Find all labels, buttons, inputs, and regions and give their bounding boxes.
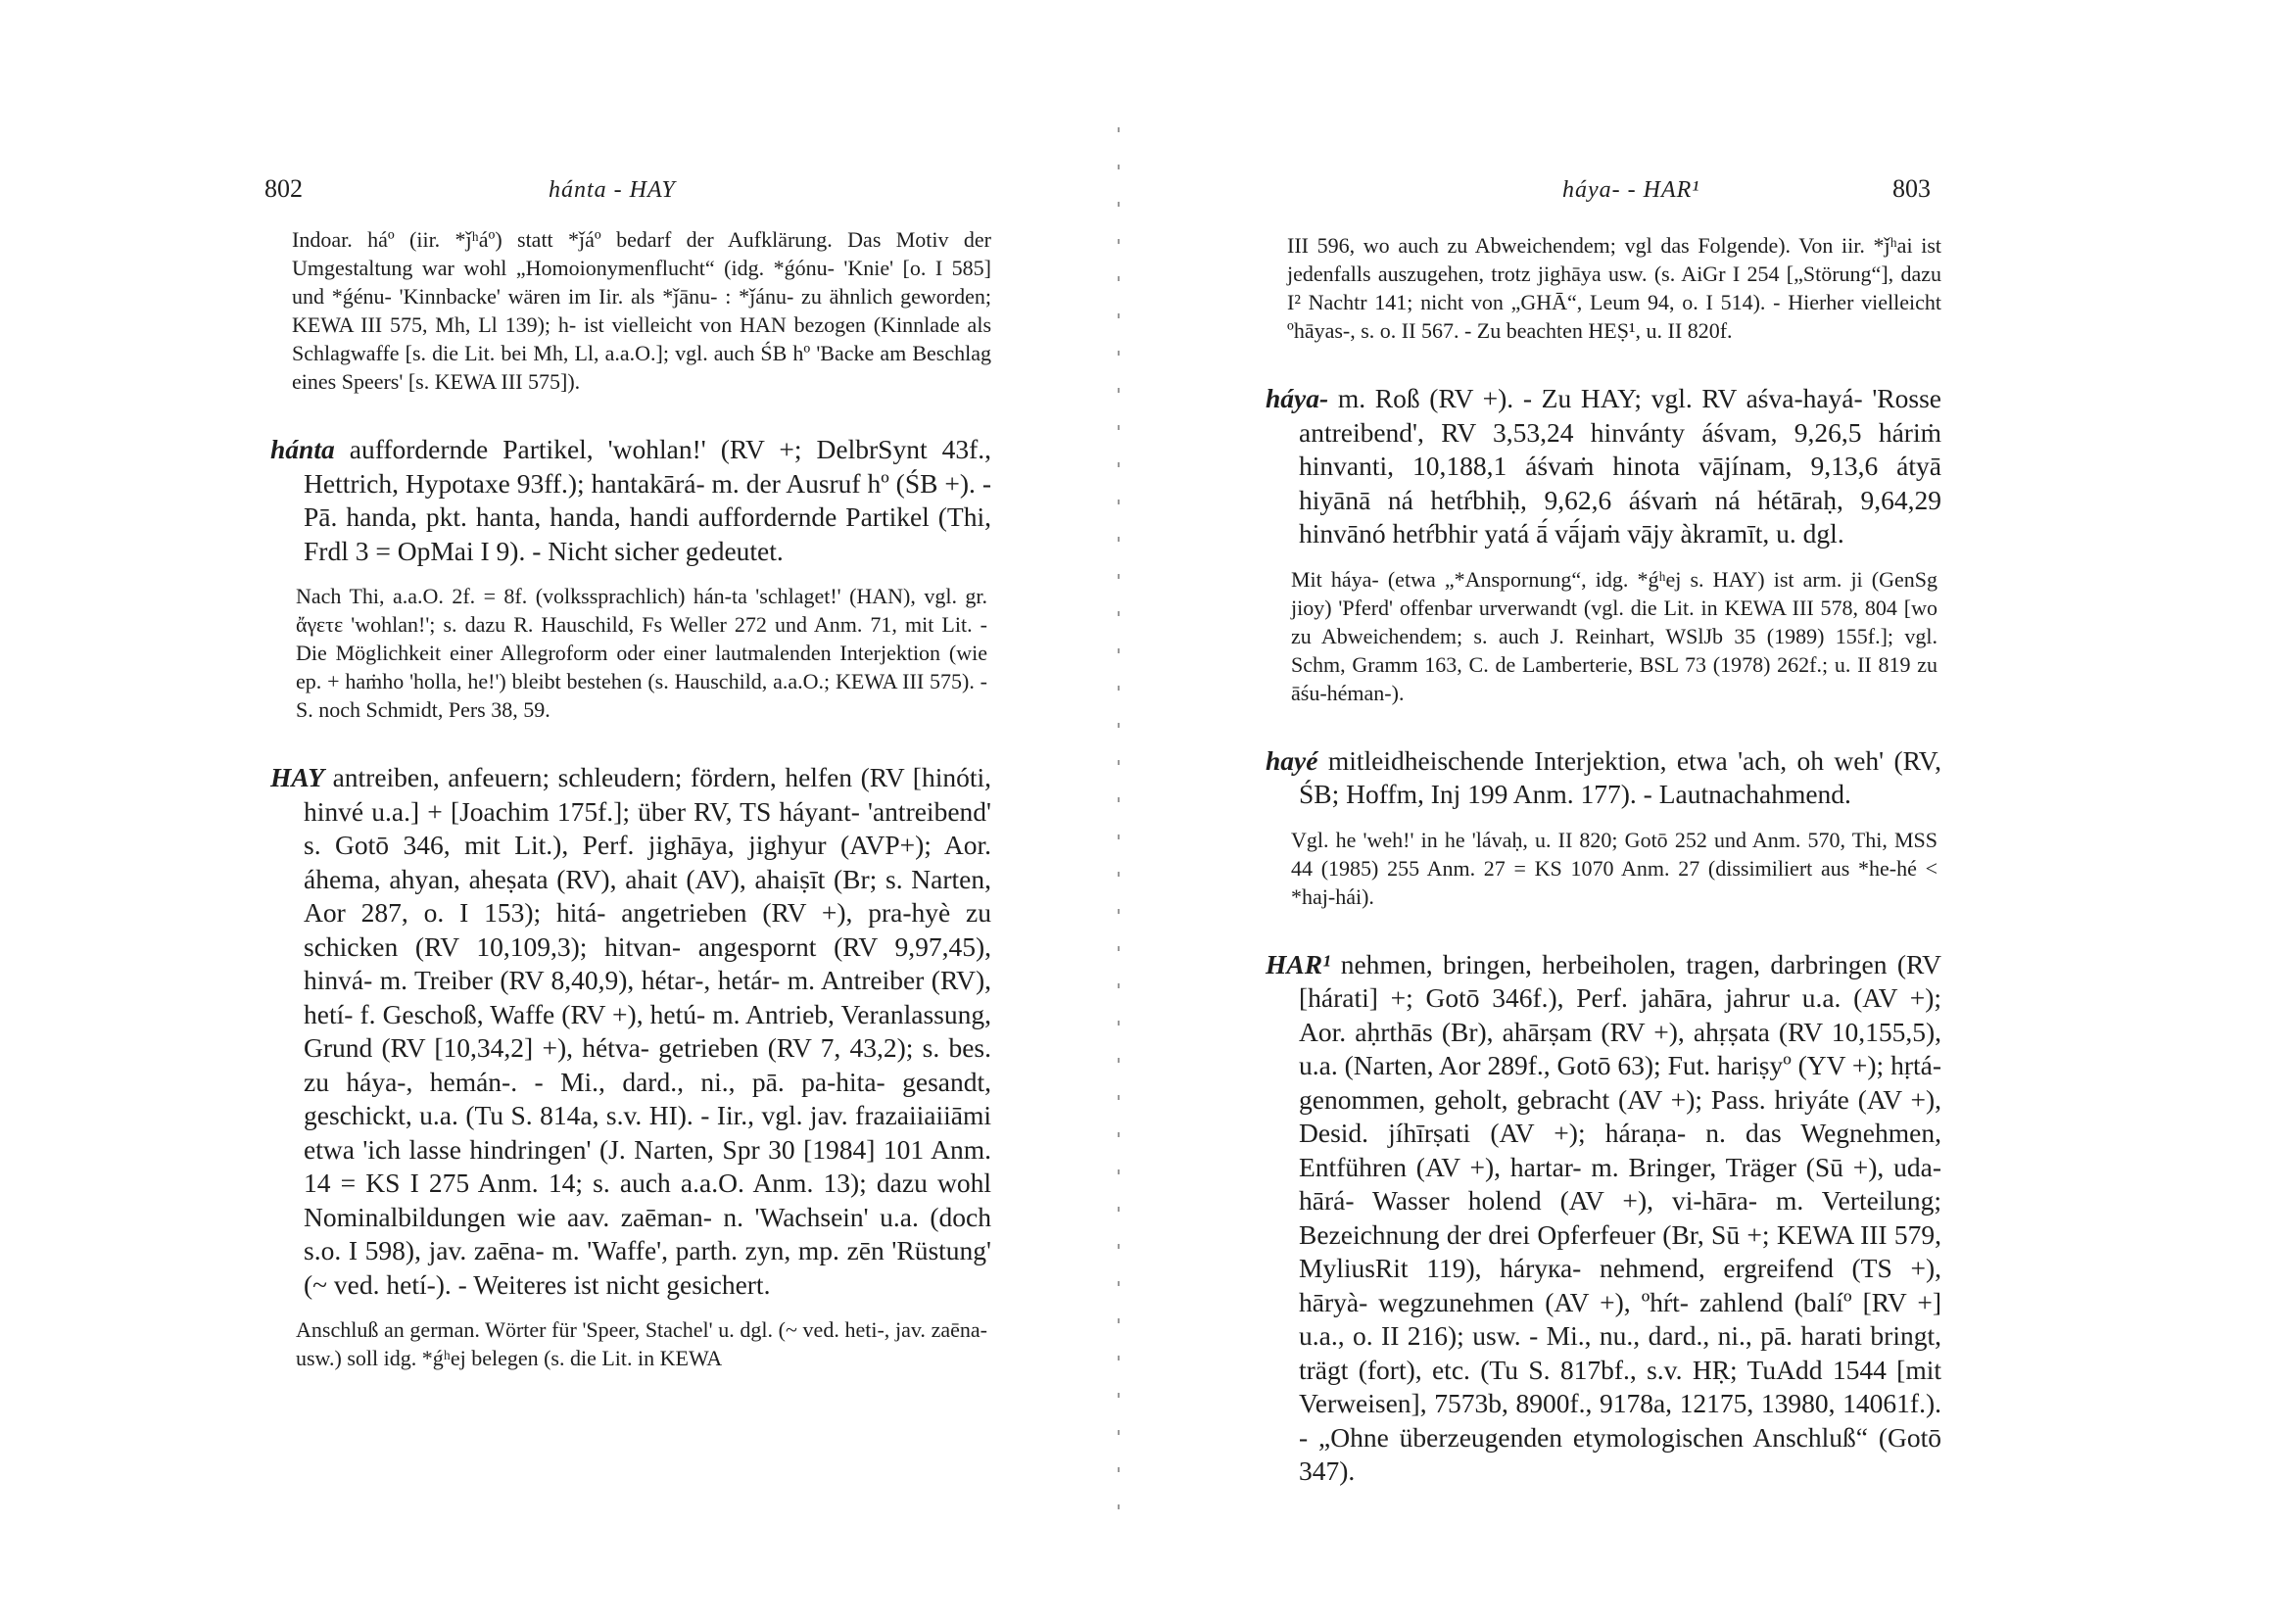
lemma-haya: háya-	[1266, 383, 1329, 413]
page-number-right: 803	[1892, 174, 1931, 203]
entry-haye-note: Vgl. he 'weh!' in he 'lávaḥ, u. II 820; Gotō 252 und Anm. 570, Thi, MSS 44 (1985) 255 Anm. 27 = KS 1070 Anm. 27 (dissimiliert aus *he-hé < *haj-hái).	[1291, 827, 1937, 909]
running-head-right: háya- - HAR¹	[1562, 177, 1700, 203]
entry-haye	[1266, 744, 1941, 911]
left-page	[0, 0, 1136, 1622]
entry-har-text: nehmen, bringen, herbeiholen, tragen, darbringen (RV [hárati] +; Gotō 346f.), Perf. jahāra, jahrur u.a. (AV +); Aor. aḥrthās (Br), ahārṣam (RV +), ahṛṣata (RV 10,155,5), u.a. (Narten, Aor 289f., Gotō 63); Fut. hariṣyº (YV +); hṛtá- genommen, geholt, gebracht (AV +); Pass. hriyáte (AV +), Desid. jíhīrṣati (AV +); háraṇa- n. das Wegnehmen, Entführen (AV +), hartar- m. Bringer, Träger (Sū +), uda-hārá- Wasser holend (AV +), vi-hāra- m. Verteilung; Bezeichnung der drei Opferfeuer (Br, Sū +; KEWA III 579, MyliusRit 119), hárука- nehmend, ergreifend (TS +), hāryà- wegzunehmen (AV +), ºhŕt- zahlend (balíº [RV +] u.a., o. II 216); usw. - Mi., nu., dard., ni., pā. harati bringt, trägt (fort), etc. (Tu S. 817bf., s.v. HṚ; TuAdd 1544 [mit Verweisen], 7573b, 8900f., 9178a, 12175, 13980, 14061f.). - „Ohne überzeugenden etymologischen Anschluß“ (Gotō 347).	[1299, 948, 1941, 1486]
page-gutter	[1118, 127, 1120, 1518]
entry-hay-note: Anschluß an german. Wörter für 'Speer, Stachel' u. dgl. (~ ved. heti-, jav. zaēna- usw.) soll idg. *ǵʰej belegen (s. die Lit. in KEWA	[296, 1317, 987, 1370]
page-number-left: 802	[264, 174, 303, 203]
entry-hay	[270, 761, 991, 1372]
lemma-haye: hayé	[1266, 744, 1318, 776]
entry-har	[1266, 948, 1941, 1489]
running-head-left: hánta - HAY	[549, 177, 676, 203]
left-column	[270, 225, 991, 1372]
entry-haya-text: m. Roß (RV +). - Zu HAY; vgl. RV aśva-hayá- 'Rosse antreibend', RV 3,53,24 hinvánty áśvam, 9,26,5 háriṁ hinvanti, 10,188,1 áśvaṁ hinota vājínam, 9,13,6 átyā hiyānā ná hetŕbhiḥ, 9,62,6 áśvaṁ ná hétāraḥ, 9,64,29 hinvānó hetŕbhir yatá ā́ vā́jaṁ vājy àkramīt, u. dgl.	[1299, 383, 1942, 549]
entry-hay-text: antreiben, anfeuern; schleudern; fördern, helfen (RV [hinóti, hinvé u.a.] + [Joachim 175f.]; über RV, TS háyant- 'antreibend' s. Gotō 346, mit Lit.), Perf. jighāya, jighyur (AVP+); Aor. áhema, ahyan, aheṣata (RV), ahait (AV), ahaiṣīt (Br; s. Narten, Aor 287, o. I 153); hitá- angetrieben (RV +), pra-hyè zu schicken (RV 10,109,3); hitvan- angespornt (RV 9,97,45), hinvá- m. Treiber (RV 8,40,9), hétar-, hetár- m. Antreiber (RV), hetí- f. Geschoß, Waffe (RV +), hetú- m. Antrieb, Veranlassung, Grund (RV [10,34,2] +), hétva- getrieben (RV 7, 43,2); s. bes. zu háya-, hemán-. - Mi., dard., ni., pā. pa-hita- gesandt, geschickt, u.a. (Tu S. 814a, s.v. HI). - Iir., vgl. jav. frazaiiaiiāmi etwa 'ich lasse hindringen' (J. Narten, Spr 30 [1984] 101 Anm. 14 = KS I 275 Anm. 14; s. auch a.a.O. Anm. 13); dazu wohl Nominalbildungen wie aav. zaēman- n. 'Wachsein' u.a. (doch s.o. I 598), jav. zaēna- m. 'Waffe', parth. zyn, mp. zēn 'Rüstung' (~ ved. hetí-). - Weiteres ist nicht gesichert.	[304, 762, 992, 1300]
lemma-hanta: hánta	[270, 434, 335, 464]
entry-haye-text: mitleidheischende Interjektion, etwa 'ach, oh weh' (RV, ŚB; Hoffm, Inj 199 Anm. 177). - Lautnachahmend.	[1299, 744, 1941, 809]
lemma-hay: HAY	[270, 762, 325, 792]
top-note-left: Indoar. háº (iir. *ǰʰáº) statt *ǰáº bedarf der Aufklärung. Das Motiv der Umgestaltung war wohl „Homoionymenflucht“ (idg. *ǵónu- 'Knie' [o. I 585] und *ǵénu- 'Kinnbacke' wären im Iir. als *ǰānu- : *ǰánu- zu ähnlich geworden; KEWA III 575, Mh, Ll 139); h- ist vielleicht von HAN bezogen (Kinnlade als Schlagwaffe [s. die Lit. bei Mh, Ll, a.a.O.]; vgl. auch ŚB hº 'Backe am Beschlag eines Speers' [s. KEWA III 575]).	[292, 227, 991, 394]
entry-hanta-text: auffordernde Partikel, 'wohlan!' (RV +; DelbrSynt 43f., Hettrich, Hypotaxe 93ff.); hantakārá- m. der Ausruf hº (ŚB +). - Pā. handa, pkt. hanta, handa, handi auffordernde Partikel (Thi, Frdl 3 = OpMai I 9). - Nicht sicher gedeutet.	[304, 434, 992, 566]
top-note-right: III 596, wo auch zu Abweichendem; vgl das Folgende). Von iir. *ǰʰai ist jedenfalls auszugehen, trotz jighāya usw. (s. AiGr I 254 [„Störung“], dazu I² Nachtr 141; nicht von „GHĀ“, Leum 94, o. I 514). - Hierher vielleicht ºhāyas-, s. o. II 567. - Zu beachten HEṢ¹, u. II 820f.	[1287, 233, 1941, 343]
lemma-har: HAR¹	[1266, 948, 1331, 979]
entry-haya	[1266, 382, 1941, 707]
entry-hanta	[270, 433, 991, 724]
entry-haya-note: Mit háya- (etwa „*Anspornung“, idg. *ǵʰej s. HAY) ist arm. ji (GenSg jioy) 'Pferd' offenbar urverwandt (vgl. die Lit. in KEWA III 578, 804 [wo zu Abweichendem; s. auch J. Reinhart, WSlJb 35 (1989) 155f.]; vgl. Schm, Gramm 163, C. de Lamberterie, BSL 73 (1978) 262f.; u. II 819 zu āśu-héman-).	[1291, 566, 1937, 705]
entry-hanta-note: Nach Thi, a.a.O. 2f. = 8f. (volkssprachlich) hán-ta 'schlaget!' (HAN), vgl. gr. ἄγετε 'wohlan!'; s. dazu R. Hauschild, Fs Weller 272 und Anm. 71, mit Lit. - Die Möglichkeit einer Allegroform oder einer lautmalenden Interjektion (wie ep. + haṁho 'holla, he!') bleibt bestehen (s. Hauschild, a.a.O.; KEWA III 575). - S. noch Schmidt, Pers 38, 59.	[296, 584, 987, 722]
right-page	[1146, 0, 2296, 1622]
right-column	[1266, 231, 1941, 1489]
